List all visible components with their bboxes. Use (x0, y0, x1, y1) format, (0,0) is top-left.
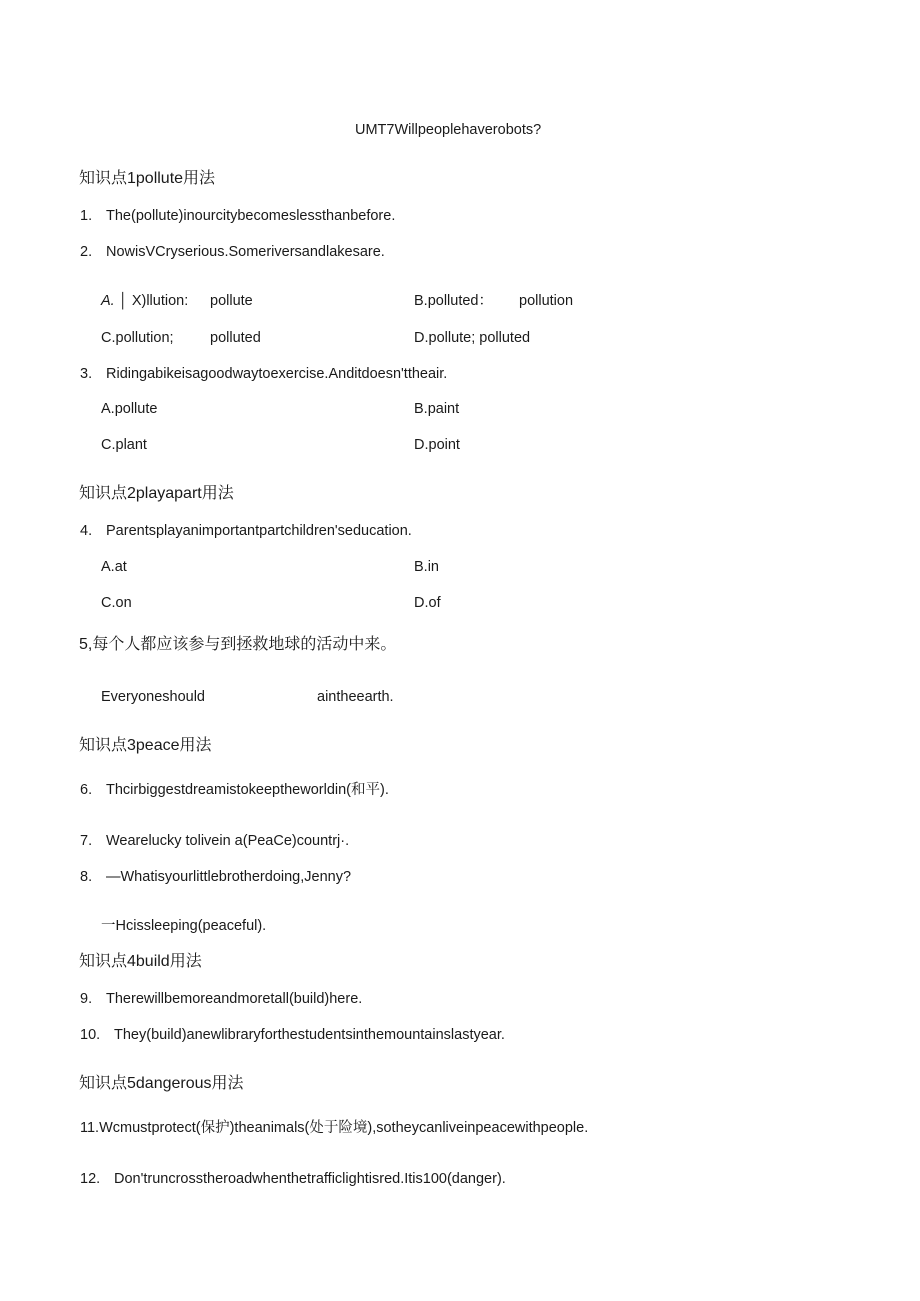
option-d: D.point (414, 437, 460, 453)
question-text: NowisVCryserious.Someriversandlakesare. (106, 244, 385, 260)
question-4 (80, 522, 412, 540)
page-title: UMT7Willpeoplehaverobots? (355, 122, 542, 138)
question-2 (80, 243, 385, 261)
question-5: 5,每个人都应该参与到拯救地球的活动中来。 (79, 636, 397, 653)
option-text: │ X)llution: (118, 293, 189, 309)
option-c: C.plant (101, 437, 147, 453)
question-number: 6. (80, 782, 93, 798)
option-c-tail: polluted (210, 330, 261, 346)
question-3 (80, 365, 447, 383)
option-c: C.on (101, 595, 132, 611)
option-a-tail: pollute (210, 293, 253, 309)
option-b: B.in (414, 559, 439, 575)
question-number: 7. (80, 833, 93, 849)
question-1 (80, 207, 395, 225)
section-heading-1: 知识点1pollute用法 (79, 170, 216, 187)
option-b: B.polluted： (414, 293, 493, 309)
question-number: 8. (80, 869, 93, 885)
question-text: Don'truncrosstheroadwhenthetrafficlightisred.Itis100(danger). (114, 1171, 506, 1187)
answer-part-a: Everyoneshould (101, 689, 205, 705)
question-7 (80, 832, 349, 850)
section-heading-2: 知识点2playapart用法 (79, 485, 234, 502)
question-text: Therewillbemoreandmoretall(build)here. (106, 991, 363, 1007)
question-11: 11.Wcmustprotect(保护)theanimals(处于险境),sotheycanliveinpeacewithpeople. (80, 1120, 589, 1136)
section-heading-3: 知识点3peace用法 (79, 737, 212, 754)
question-text: Parentsplayanimportantpartchildren'seducation. (106, 523, 412, 539)
question-12 (80, 1170, 506, 1188)
question-8-reply: 一Hcissleeping(peaceful). (101, 918, 267, 934)
option-b-tail: pollution (519, 293, 574, 309)
option-c: C.pollution; (101, 330, 174, 346)
option-a (101, 292, 188, 310)
question-8 (80, 868, 351, 886)
question-text: Wearelucky tolivein a(PeaCe)countrj·. (106, 833, 350, 849)
option-d: D.of (414, 595, 441, 611)
section-heading-4: 知识点4build用法 (79, 953, 202, 970)
answer-part-b: aintheearth. (317, 689, 394, 705)
option-a: A.pollute (101, 401, 158, 417)
question-text: Thcirbiggestdreamistokeeptheworldin(和平). (106, 782, 389, 798)
question-number: 12. (80, 1171, 101, 1187)
question-text: Ridingabikeisagoodwaytoexercise.Anditdoesn'ttheair. (106, 366, 448, 382)
question-6 (80, 781, 389, 799)
question-text: The(pollute)inourcitybecomeslessthanbefore. (106, 208, 396, 224)
question-number: 1. (80, 208, 93, 224)
option-a: A.at (101, 559, 127, 575)
question-text: —Whatisyourlittlebrotherdoing,Jenny? (106, 869, 352, 885)
question-number: 4. (80, 523, 93, 539)
option-d: D.pollute; polluted (414, 330, 531, 346)
option-b: B.paint (414, 401, 460, 417)
question-number: 9. (80, 991, 93, 1007)
question-number: 10. (80, 1027, 101, 1043)
question-9 (80, 990, 362, 1008)
question-10 (80, 1026, 505, 1044)
option-prefix: A. (101, 293, 115, 309)
section-heading-5: 知识点5dangerous用法 (79, 1075, 244, 1092)
question-text: They(build)anewlibraryforthestudentsinthemountainslastyear. (114, 1027, 505, 1043)
question-number: 3. (80, 366, 93, 382)
question-number: 2. (80, 244, 93, 260)
